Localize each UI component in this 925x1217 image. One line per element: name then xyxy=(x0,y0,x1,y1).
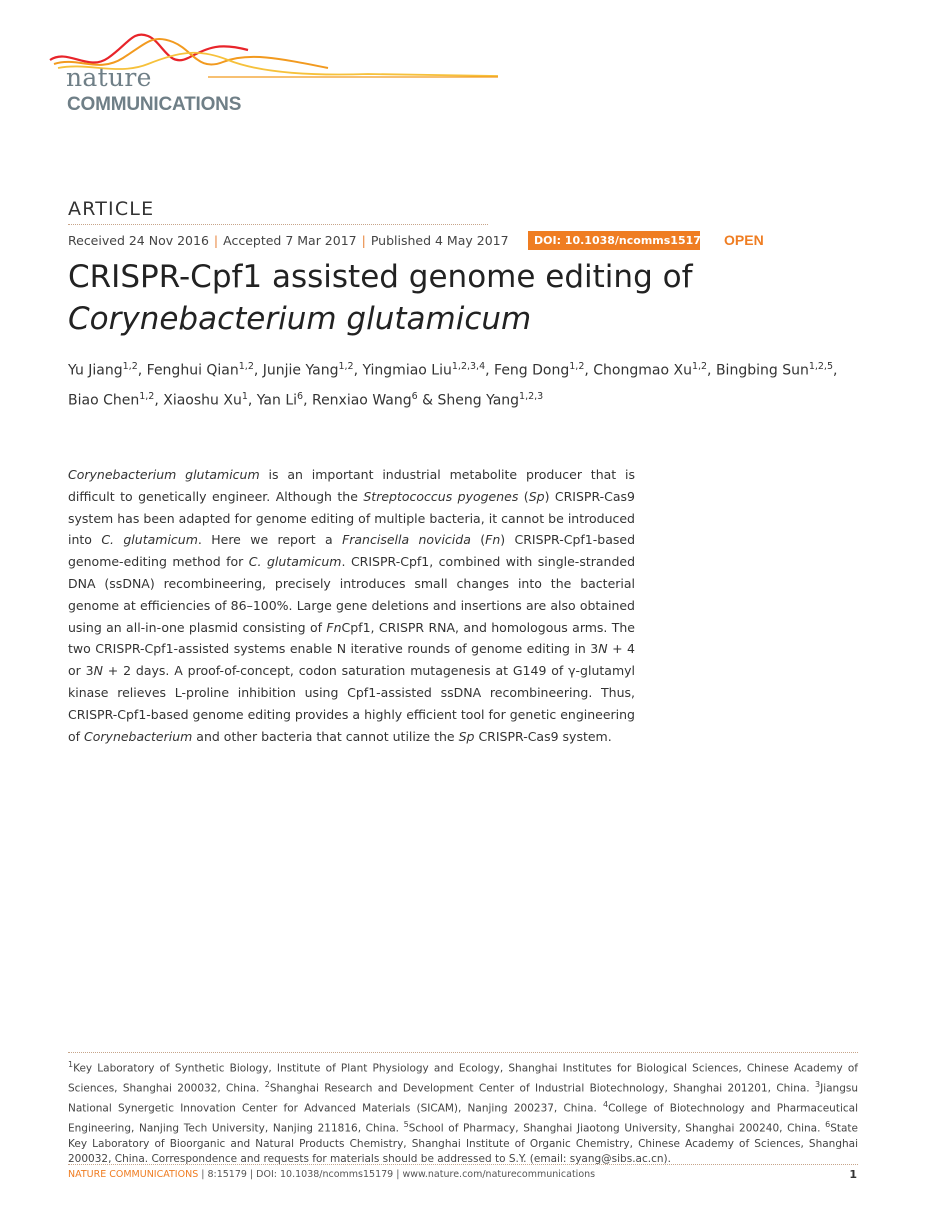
author-affiliation-marker: 1,2 xyxy=(338,361,354,372)
abstract-text: + 2 days. A proof-of-concept, codon saturation mutagenesis at G149 of γ-glutamyl kinase relieves L-proline inhibition using Cpf1-assisted ssDNA recombineering. Thus, CRISPR-Cpf1-based genome editing provides a highly efficient tool for genetic engineering of xyxy=(68,663,635,744)
title-line-2: Corynebacterium glutamicum xyxy=(68,301,532,337)
author-separator: , xyxy=(485,362,495,379)
affiliation-text: School of Pharmacy, Shanghai Jiaotong University, Shanghai 200240, China. xyxy=(408,1122,826,1135)
published-date: Published 4 May 2017 xyxy=(370,233,509,248)
author-affiliation-marker: 6 xyxy=(297,390,304,402)
logo-communications: COMMUNICATIONS xyxy=(67,94,242,115)
abstract-italic-text: N xyxy=(598,641,608,657)
author-affiliation-marker: 1,2 xyxy=(122,361,138,372)
author-name[interactable]: Junjie Yang xyxy=(262,362,339,379)
author-affiliation-marker: 1,2,5 xyxy=(808,361,834,372)
author-name[interactable]: Biao Chen xyxy=(68,392,140,409)
affiliation-text: Key Laboratory of Synthetic Biology, Institute of Plant Physiology and Ecology, Shanghai Institutes for Biological Sciences, Chinese Academy of Sciences, Shanghai 200032, China. xyxy=(68,1062,858,1095)
page-number: 1 xyxy=(849,1168,857,1181)
abstract-text: ( xyxy=(470,532,486,548)
author-separator: , xyxy=(154,392,164,409)
date-separator: | xyxy=(361,233,366,248)
author-separator: , xyxy=(707,362,716,379)
author-affiliation-marker: 1,2 xyxy=(691,361,708,372)
author-separator: , xyxy=(303,392,312,409)
author-separator: , xyxy=(137,362,147,379)
affiliation-number: 3 xyxy=(815,1079,821,1089)
date-separator: | xyxy=(213,233,219,248)
footer-citation: | 8:15179 | DOI: 10.1038/ncomms15179 | www.nature.com/naturecommunications xyxy=(198,1169,596,1180)
abstract-italic-text: C. glutamicum xyxy=(248,554,342,570)
abstract-italic-text: Francisella novicida xyxy=(342,532,471,548)
abstract-italic-text: Corynebacterium xyxy=(84,728,193,744)
abstract-text: CRISPR-Cas9 system. xyxy=(474,728,612,744)
logo-nature: nature xyxy=(66,63,152,92)
abstract-italic-text: Sp xyxy=(458,728,475,744)
affiliation-number: 5 xyxy=(403,1119,409,1129)
abstract-italic-text: Corynebacterium glutamicum xyxy=(68,467,260,482)
abstract-italic-text: Fn xyxy=(326,619,342,635)
abstract-text: is an important industrial metabolite producer that is difficult to genetically engineer. Although the xyxy=(68,467,636,504)
author-affiliation-marker: 1,2,3 xyxy=(519,390,544,402)
abstract-italic-text: C. glutamicum xyxy=(101,532,198,548)
author-name[interactable]: Sheng Yang xyxy=(437,392,520,409)
abstract-italic-text: Streptococcus pyogenes xyxy=(363,488,519,504)
author-affiliation-marker: 1,2 xyxy=(569,361,585,372)
author-name[interactable]: Renxiao Wang xyxy=(311,392,412,409)
author-affiliation-marker: 1,2,3,4 xyxy=(451,361,486,372)
affiliation-text: State Key Laboratory of Bioorganic and Natural Products Chemistry, Shanghai Institute of Organic Chemistry, Chinese Academy of Sciences, Shanghai 200032, China. xyxy=(68,1122,858,1166)
footer-divider xyxy=(68,1164,858,1165)
author-name[interactable]: Yan Li xyxy=(256,392,298,409)
author-name[interactable]: Yu Jiang xyxy=(68,362,123,379)
accepted-date: Accepted 7 Mar 2017 xyxy=(223,233,357,248)
open-access-badge: OPEN xyxy=(724,232,764,248)
author-name[interactable]: Bingbing Sun xyxy=(715,362,809,379)
publication-dates xyxy=(68,233,509,248)
abstract xyxy=(68,464,635,747)
author-name[interactable]: Chongmao Xu xyxy=(593,362,692,379)
affiliation-number: 1 xyxy=(68,1060,74,1069)
abstract-text: Cpf1, CRISPR RNA, and homologous arms. The two CRISPR-Cpf1-assisted systems enable N iterative rounds of genome editing in 3 xyxy=(68,619,635,657)
author-affiliation-marker: 1 xyxy=(241,390,248,402)
abstract-text: + 4 or 3 xyxy=(68,641,635,679)
author-name[interactable]: Fenghui Qian xyxy=(146,362,239,379)
abstract-italic-text: Fn xyxy=(485,532,501,548)
correspondence-note: Correspondence and requests for materials should be addressed to S.Y. (email: syang@sibs.ac.cn). xyxy=(151,1153,671,1166)
author-separator: , xyxy=(833,362,838,379)
affiliation-number: 2 xyxy=(264,1079,270,1089)
author-separator: , xyxy=(253,362,263,379)
page-footer xyxy=(68,1169,595,1180)
abstract-text: ( xyxy=(518,488,529,504)
abstract-italic-text: N xyxy=(93,663,103,679)
abstract-text: and other bacteria that cannot utilize the xyxy=(192,728,459,744)
affiliation-number: 6 xyxy=(825,1119,831,1129)
author-list xyxy=(68,354,868,413)
abstract-text: . CRISPR-Cpf1, combined with single-stranded DNA (ssDNA) recombineering, precisely introduces small changes into the bacterial genome at efficiencies of 86–100%. Large gene deletions and insertions are also obtained using an all-in-one plasmid consisting of xyxy=(68,554,636,635)
author-name[interactable]: Yingmiao Liu xyxy=(362,362,452,379)
abstract-text: ) CRISPR-Cpf1-based genome-editing method for xyxy=(68,532,636,570)
author-name[interactable]: Feng Dong xyxy=(494,362,570,379)
author-separator: & xyxy=(417,392,438,409)
article-title xyxy=(68,256,848,340)
received-date: Received 24 Nov 2016 xyxy=(68,233,209,248)
abstract-italic-text: Sp xyxy=(528,488,545,504)
logo-wave-red xyxy=(50,35,248,63)
article-type-label: ARTICLE xyxy=(68,198,155,220)
dates-divider xyxy=(68,224,488,225)
author-separator: , xyxy=(584,362,594,379)
author-affiliation-marker: 1,2 xyxy=(238,361,254,372)
author-affiliation-marker: 1,2 xyxy=(139,390,155,402)
abstract-text: ) CRISPR-Cas9 system has been adapted for genome editing of multiple bacteria, it cannot be introduced into xyxy=(68,488,635,548)
footer-journal-name: NATURE COMMUNICATIONS xyxy=(68,1169,199,1180)
title-line-1: CRISPR-Cpf1 assisted genome editing of xyxy=(68,259,693,295)
author-separator: , xyxy=(353,362,363,379)
author-name[interactable]: Xiaoshu Xu xyxy=(163,392,242,409)
author-affiliation-marker: 6 xyxy=(411,390,418,402)
affiliation-text: Shanghai Research and Development Center of Industrial Biotechnology, Shanghai 201201, China. xyxy=(269,1082,815,1095)
affiliations-footnote xyxy=(68,1057,858,1167)
affiliation-number: 4 xyxy=(602,1099,609,1109)
doi-badge[interactable]: DOI: 10.1038/ncomms15179 xyxy=(528,231,700,250)
abstract-text: . Here we report a xyxy=(197,532,343,548)
author-separator: , xyxy=(247,392,257,409)
affiliation-text: Jiangsu National Synergetic Innovation Center for Advanced Materials (SICAM), Nanjing 200237, China. xyxy=(68,1082,858,1115)
footnote-divider xyxy=(68,1052,858,1053)
affiliation-text: College of Biotechnology and Pharmaceutical Engineering, Nanjing Tech University, Nanjing 211816, China. xyxy=(68,1102,858,1135)
